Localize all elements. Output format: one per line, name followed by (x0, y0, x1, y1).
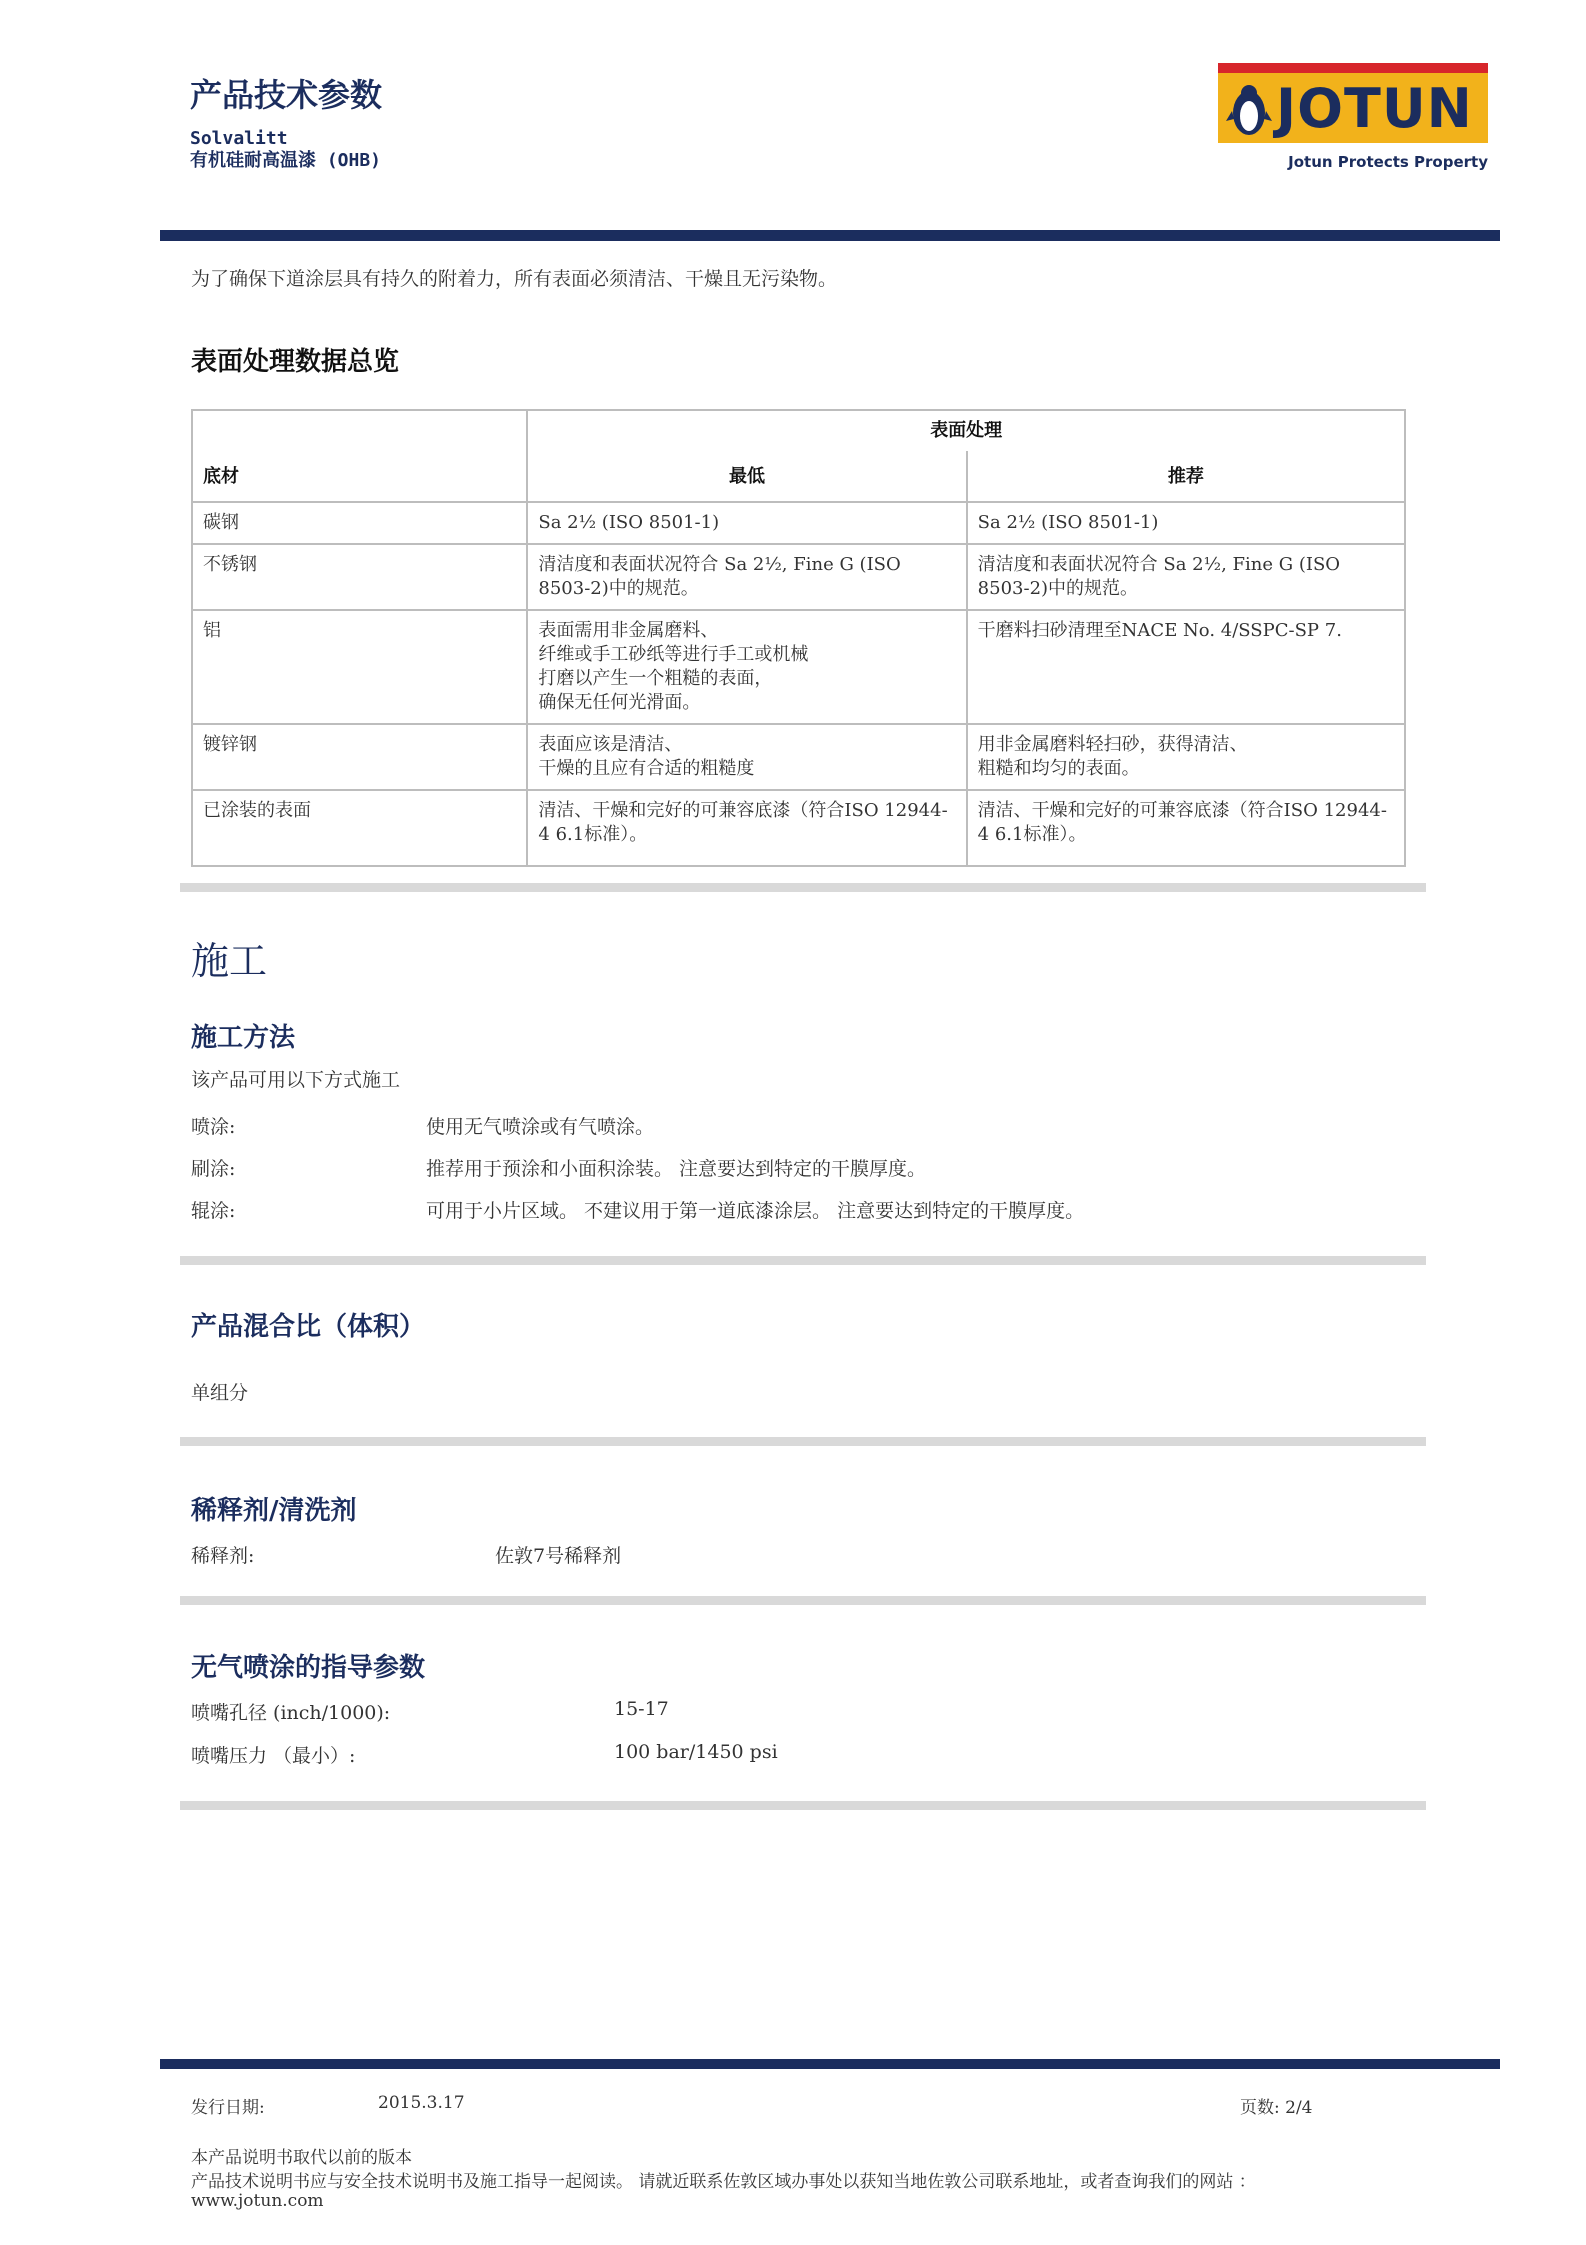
thinner-label: 稀释剂: (191, 1545, 255, 1567)
col-group-surface-prep: 表面处理 (527, 410, 1405, 451)
surface-prep-table (191, 409, 1406, 867)
footer-note-supersede: 本产品说明书取代以前的版本 (191, 2148, 412, 2168)
penguin-icon (1226, 81, 1272, 137)
airless-value: 100 bar/1450 psi (614, 1741, 778, 1763)
product-info (190, 128, 381, 172)
section-divider (180, 1256, 1426, 1265)
issue-date: 2015.3.17 (378, 2093, 465, 2113)
product-subtitle: 有机硅耐高温漆 (OHB) (190, 150, 382, 171)
recommended-cell: Sa 2½ (ISO 8501-1) (967, 502, 1405, 544)
section-divider (180, 1437, 1426, 1446)
application-method-title: 施工方法 (191, 1023, 296, 1053)
recommended-cell: 清洁、干燥和完好的可兼容底漆（符合ISO 12944-4 6.1标准）。 (967, 790, 1405, 866)
substrate-cell: 铝 (192, 610, 527, 724)
airless-label: 喷嘴孔径 (inch/1000): (191, 1702, 391, 1724)
method-value: 推荐用于预涂和小面积涂装。 注意要达到特定的干膜厚度。 (426, 1158, 927, 1180)
application-title: 施工 (191, 939, 268, 983)
mixing-value: 单组分 (191, 1382, 249, 1404)
recommended-cell: 用非金属磨料轻扫砂，获得清洁、 粗糙和均匀的表面。 (967, 724, 1405, 790)
minimum-cell: 清洁、干燥和完好的可兼容底漆（符合ISO 12944-4 6.1标准）。 (527, 790, 966, 866)
method-label: 喷涂: (191, 1116, 236, 1138)
method-value: 使用无气喷涂或有气喷涂。 (426, 1116, 655, 1138)
minimum-cell: 清洁度和表面状况符合 Sa 2½, Fine G (ISO 8503-2)中的规范。 (527, 544, 966, 610)
table-row (192, 502, 1405, 544)
jotun-logo (1218, 63, 1488, 175)
header-rule (160, 230, 1500, 241)
section-divider (180, 1801, 1426, 1810)
logo-wordmark: JOTUN (1276, 77, 1473, 140)
surface-prep-title: 表面处理数据总览 (191, 347, 400, 377)
intro-text: 为了确保下道涂层具有持久的附着力，所有表面必须清洁、干燥且无污染物。 (191, 268, 838, 290)
airless-row (191, 1741, 778, 1768)
substrate-cell: 碳钢 (192, 502, 527, 544)
method-row-brush (191, 1154, 926, 1181)
substrate-cell: 已涂装的表面 (192, 790, 527, 866)
col-recommended: 推荐 (967, 451, 1405, 502)
minimum-cell: Sa 2½ (ISO 8501-1) (527, 502, 966, 544)
method-row-spray (191, 1112, 654, 1139)
thinner-value: 佐敦7号稀释剂 (495, 1545, 622, 1567)
minimum-cell: 表面需用非金属磨料、 纤维或手工砂纸等进行手工或机械 打磨以产生一个粗糙的表面， 确保无任何光滑面。 (527, 610, 966, 724)
airless-title: 无气喷涂的指导参数 (191, 1653, 426, 1683)
footer-note-read: 产品技术说明书应与安全技术说明书及施工指导一起阅读。 请就近联系佐敦区域办事处以获知当地佐敦公司联系地址，或者查询我们的网站 ： (191, 2172, 1256, 2192)
method-label: 刷涂: (191, 1158, 236, 1180)
product-name: Solvalitt (190, 128, 288, 149)
logo-tagline: Jotun Protects Property (1288, 153, 1488, 171)
table-row (192, 724, 1405, 790)
page-number: 页数: 2/4 (1240, 2098, 1313, 2118)
section-divider (180, 883, 1426, 892)
airless-label: 喷嘴压力 （最小）: (191, 1745, 356, 1767)
thinner-row (191, 1541, 621, 1568)
method-value: 可用于小片区域。 不建议用于第一道底漆涂层。 注意要达到特定的干膜厚度。 (426, 1200, 1085, 1222)
method-label: 辊涂: (191, 1200, 236, 1222)
application-method-intro: 该产品可用以下方式施工 (191, 1069, 401, 1091)
recommended-cell: 清洁度和表面状况符合 Sa 2½, Fine G (ISO 8503-2)中的规范。 (967, 544, 1405, 610)
table-row (192, 544, 1405, 610)
website-link[interactable]: www.jotun.com (191, 2191, 324, 2211)
col-substrate: 底材 (192, 410, 527, 502)
document-title: 产品技术参数 (190, 76, 383, 114)
airless-value: 15-17 (614, 1698, 669, 1720)
col-minimum: 最低 (527, 451, 966, 502)
issue-date-label: 发行日期: (191, 2098, 265, 2118)
table-header-row (192, 410, 1405, 451)
table-row (192, 790, 1405, 866)
thinner-title: 稀释剂/清洗剂 (191, 1496, 357, 1526)
section-divider (180, 1596, 1426, 1605)
method-row-roller (191, 1196, 1084, 1223)
substrate-cell: 镀锌钢 (192, 724, 527, 790)
minimum-cell: 表面应该是清洁、 干燥的且应有合适的粗糙度 (527, 724, 966, 790)
airless-row (191, 1698, 669, 1725)
substrate-cell: 不锈钢 (192, 544, 527, 610)
footer-rule (160, 2059, 1500, 2069)
table-row (192, 610, 1405, 724)
recommended-cell: 干磨料扫砂清理至NACE No. 4/SSPC-SP 7. (967, 610, 1405, 724)
mixing-title: 产品混合比（体积） (191, 1312, 426, 1342)
